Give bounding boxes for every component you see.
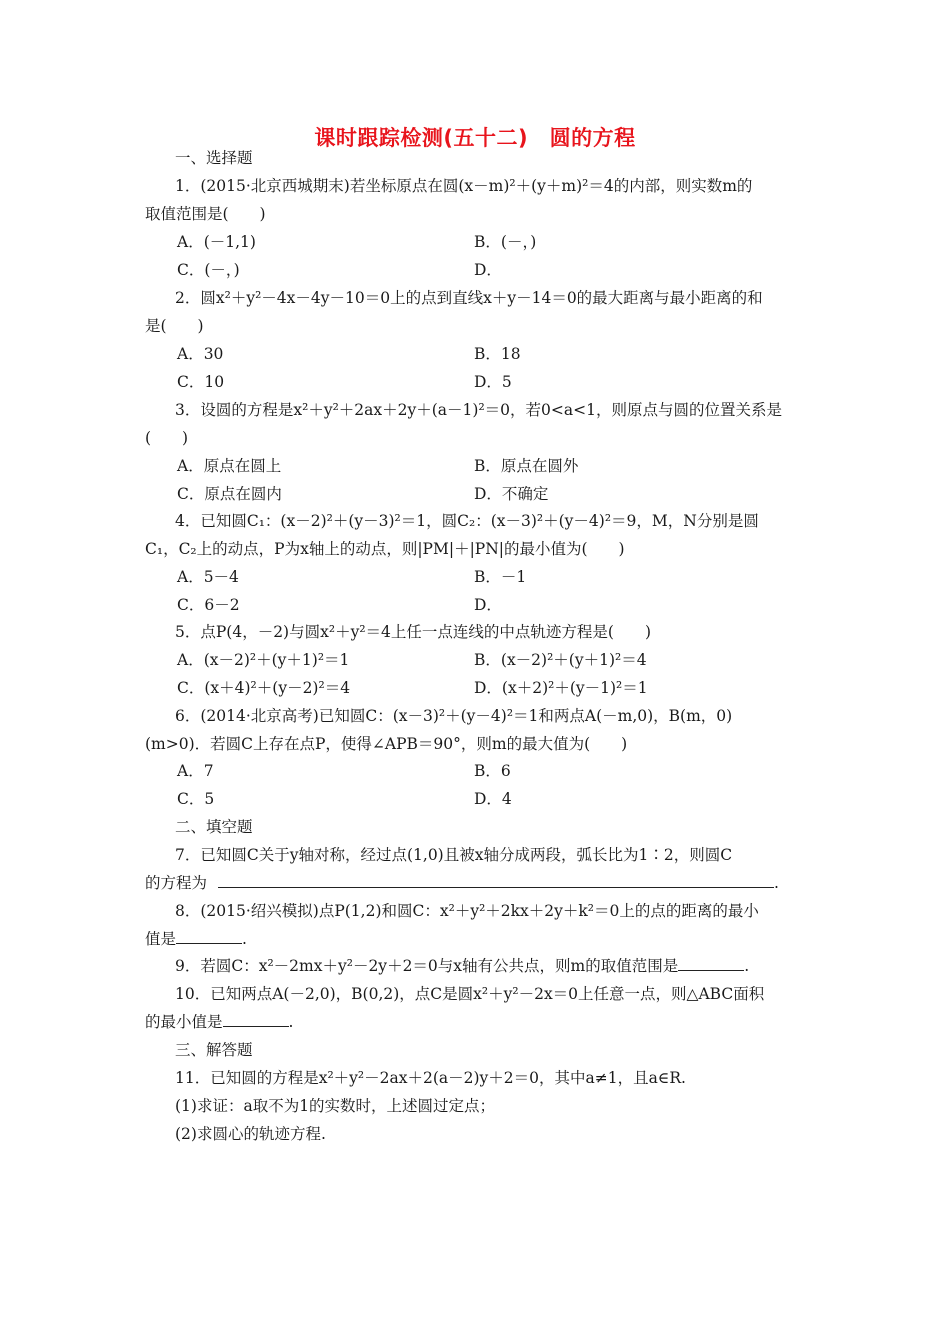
question-4-option-c: C．6－2 (177, 596, 240, 614)
section-heading-fill: 二、填空题 (175, 818, 253, 836)
question-4-option-b: B．－1 (474, 568, 527, 586)
question-9-line-1 (175, 956, 749, 976)
question-3-option-a: A．原点在圆上 (177, 457, 282, 475)
question-11-part-2: (2)求圆心的轨迹方程. (175, 1125, 326, 1143)
question-7-line-1: 7．已知圆C关于y轴对称，经过点(1,0)且被x轴分成两段，弧长比为1∶2，则圆C (175, 846, 733, 864)
question-3-line-1: 3．设圆的方程是x²＋y²＋2ax＋2y＋(a－1)²＝0，若0<a<1，则原点与圆的位置关系是 (175, 401, 782, 419)
question-2-option-d: D．5 (474, 373, 512, 391)
question-11-line-1: 11．已知圆的方程是x²＋y²－2ax＋2(a－2)y＋2＝0，其中a≠1，且a∈R. (175, 1069, 686, 1087)
question-5-option-b: B．(x－2)²＋(y＋1)²＝4 (474, 651, 647, 669)
question-2-line-2: 是( ) (145, 317, 204, 335)
question-6-option-d: D．4 (474, 790, 512, 808)
document-title: 课时跟踪检测(五十二) 圆的方程 (314, 126, 636, 150)
question-1-line-1: 1．(2015·北京西城期末)若坐标原点在圆(x－m)²＋(y＋m)²＝4的内部，则实数m的 (175, 177, 753, 195)
question-8-period: . (242, 930, 247, 948)
question-4-option-a: A．5－4 (177, 568, 239, 586)
question-5-option-c: C．(x＋4)²＋(y－2)²＝4 (177, 679, 351, 697)
question-9-text: 9．若圆C：x²－2mx＋y²－2y＋2＝0与x轴有公共点，则m的取值范围是 (175, 957, 679, 975)
question-1-option-d: D． (474, 261, 502, 279)
question-6-option-b: B．6 (474, 762, 511, 780)
question-7-line-2 (145, 873, 779, 893)
question-10-period: . (288, 1013, 294, 1031)
question-7-answer-blank (218, 873, 774, 888)
question-10-answer-blank (223, 1012, 289, 1027)
question-1-option-b: B．(－，) (474, 233, 537, 251)
question-1-option-c: C．(－，) (177, 261, 240, 279)
section-heading-solve: 三、解答题 (175, 1041, 253, 1059)
question-2-line-1: 2．圆x²＋y²－4x－4y－10＝0上的点到直线x＋y－14＝0的最大距离与最小距离的和 (175, 289, 763, 307)
question-6-option-a: A．7 (177, 762, 214, 780)
question-5-option-a: A．(x－2)²＋(y＋1)²＝1 (177, 651, 350, 669)
question-1-line-2: 取值范围是( ) (145, 205, 266, 223)
question-2-option-a: A．30 (177, 345, 224, 363)
question-7-period: . (773, 874, 779, 892)
question-6-option-c: C．5 (177, 790, 215, 808)
question-6-line-1: 6．(2014·北京高考)已知圆C：(x－3)²＋(y－4)²＝1和两点A(－m,0)，B(m，0) (175, 707, 733, 725)
question-8-answer-blank (176, 929, 242, 944)
question-11-part-1: (1)求证：a取不为1的实数时，上述圆过定点； (175, 1097, 496, 1115)
question-2-option-c: C．10 (177, 373, 225, 391)
question-10-lead: 的最小值是 (145, 1013, 223, 1031)
question-3-option-b: B．原点在圆外 (474, 457, 579, 475)
question-2-option-b: B．18 (474, 345, 521, 363)
question-5-line-1: 5．点P(4，－2)与圆x²＋y²＝4上任一点连线的中点轨迹方程是( ) (175, 623, 651, 641)
question-5-option-d: D．(x＋2)²＋(y－1)²＝1 (474, 679, 648, 697)
question-9-period: . (744, 957, 750, 975)
question-3-line-2: ( ) (145, 429, 189, 447)
question-8-line-2 (145, 929, 247, 949)
question-10-line-1: 10．已知两点A(－2,0)，B(0,2)，点C是圆x²＋y²－2x＝0上任意一点，则△ABC面积 (175, 985, 765, 1003)
question-8-lead: 值是 (145, 930, 177, 948)
question-9-answer-blank (678, 956, 744, 971)
question-4-line-2: C₁，C₂上的动点，P为x轴上的动点，则|PM|＋|PN|的最小值为( ) (145, 540, 625, 558)
question-6-line-2: (m>0)．若圆C上存在点P，使得∠APB＝90°，则m的最大值为( ) (145, 735, 628, 753)
question-3-option-d: D．不确定 (474, 485, 549, 503)
question-8-line-1: 8．(2015·绍兴模拟)点P(1,2)和圆C：x²＋y²＋2kx＋2y＋k²＝0上的点的距离的最小 (175, 902, 759, 920)
section-heading-choice: 一、选择题 (175, 149, 253, 167)
question-1-option-a: A．(－1,1) (177, 233, 256, 251)
question-3-option-c: C．原点在圆内 (177, 485, 282, 503)
question-7-lead: 的方程为 (145, 874, 208, 892)
question-4-option-d: D． (474, 596, 502, 614)
question-10-line-2 (145, 1012, 293, 1032)
question-4-line-1: 4．已知圆C₁：(x－2)²＋(y－3)²＝1，圆C₂：(x－3)²＋(y－4)²＝9，M，N分别是圆 (175, 512, 759, 530)
